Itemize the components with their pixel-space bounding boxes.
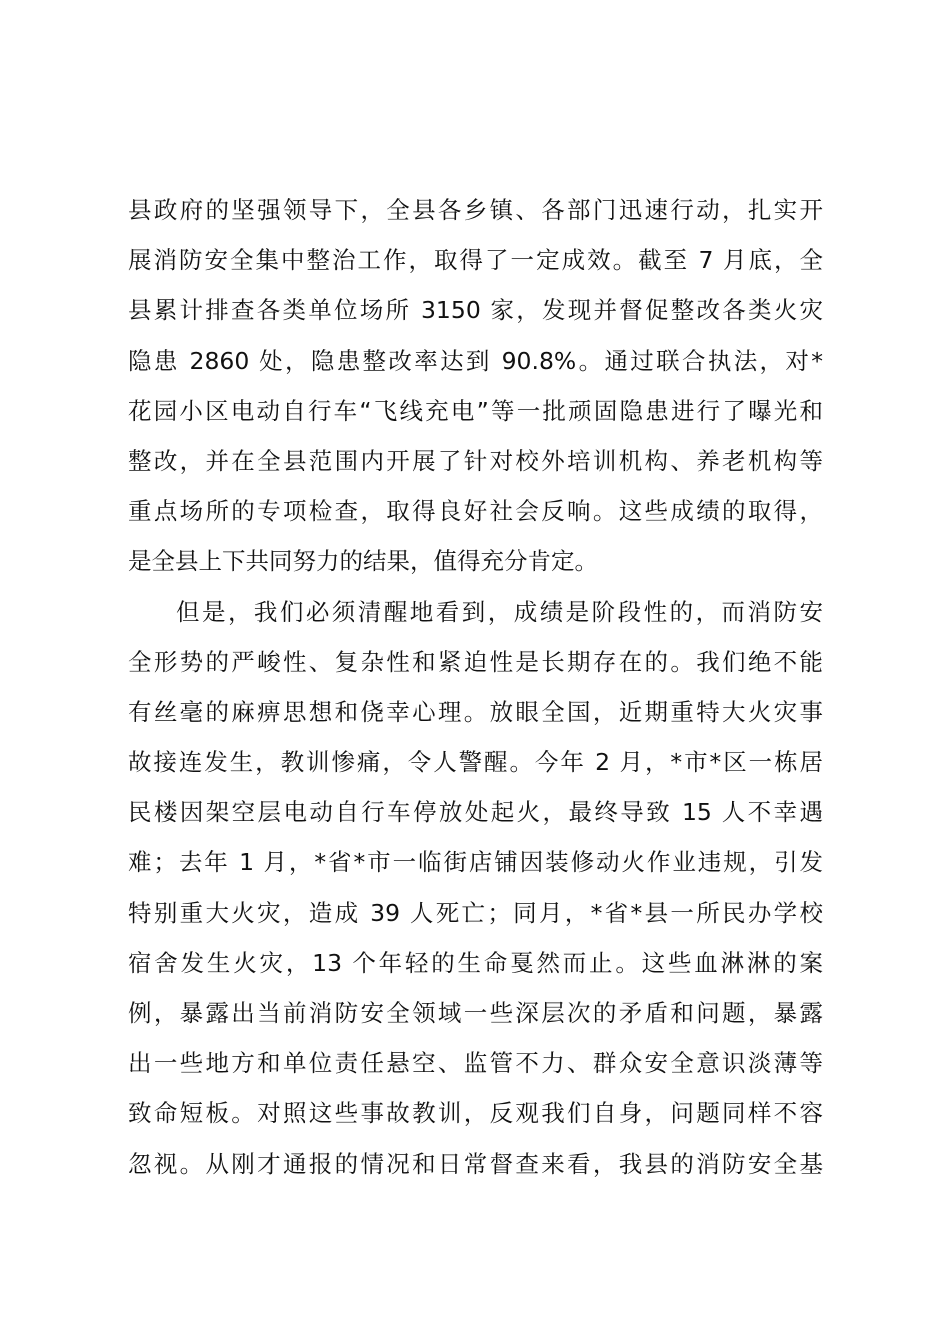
text-line: 宿舍发生火灾，13 个年轻的生命戛然而止。这些血淋淋的案 [128, 948, 823, 977]
document-page [128, 192, 823, 1196]
text-line: 忽视。从刚才通报的情况和日常督查来看，我县的消防安全基 [128, 1149, 823, 1178]
text-line: 隐患 2860 处，隐患整改率达到 90.8%。通过联合执法，对* [128, 346, 823, 375]
text-line: 整改，并在全县范围内开展了针对校外培训机构、养老机构等 [128, 446, 823, 475]
text-line: 民楼因架空层电动自行车停放处起火，最终导致 15 人不幸遇 [128, 798, 823, 827]
text-line: 致命短板。对照这些事故教训，反观我们自身，问题同样不容 [128, 1099, 823, 1128]
text-line: 是全县上下共同努力的结果，值得充分肯定。 [128, 547, 598, 576]
paragraph-achievements [128, 192, 823, 594]
text-line: 故接连发生，教训惨痛，令人警醒。今年 2 月，*市*区一栋居 [128, 748, 823, 777]
paragraph-warnings [128, 594, 823, 1196]
text-line: 县累计排查各类单位场所 3150 家，发现并督促整改各类火灾 [128, 296, 823, 325]
text-line: 出一些地方和单位责任悬空、监管不力、群众安全意识淡薄等 [128, 1049, 823, 1078]
text-line: 花园小区电动自行车“飞线充电”等一批顽固隐患进行了曝光和 [128, 396, 823, 425]
text-line: 有丝毫的麻痹思想和侥幸心理。放眼全国，近期重特大火灾事 [128, 697, 823, 726]
text-line: 县政府的坚强领导下，全县各乡镇、各部门迅速行动，扎实开 [128, 196, 823, 224]
text-line: 但是，我们必须清醒地看到，成绩是阶段性的，而消防安 [176, 597, 823, 626]
text-line: 重点场所的专项检查，取得良好社会反响。这些成绩的取得， [128, 497, 823, 526]
text-line: 特别重大火灾，造成 39 人死亡；同月，*省*县一所民办学校 [128, 898, 823, 927]
text-line: 难；去年 1 月，*省*市一临街店铺因装修动火作业违规，引发 [128, 848, 823, 877]
text-line: 例，暴露出当前消防安全领域一些深层次的矛盾和问题，暴露 [128, 999, 823, 1027]
text-line: 展消防安全集中整治工作，取得了一定成效。截至 7 月底，全 [128, 246, 823, 275]
text-line: 全形势的严峻性、复杂性和紧迫性是长期存在的。我们绝不能 [128, 647, 823, 676]
